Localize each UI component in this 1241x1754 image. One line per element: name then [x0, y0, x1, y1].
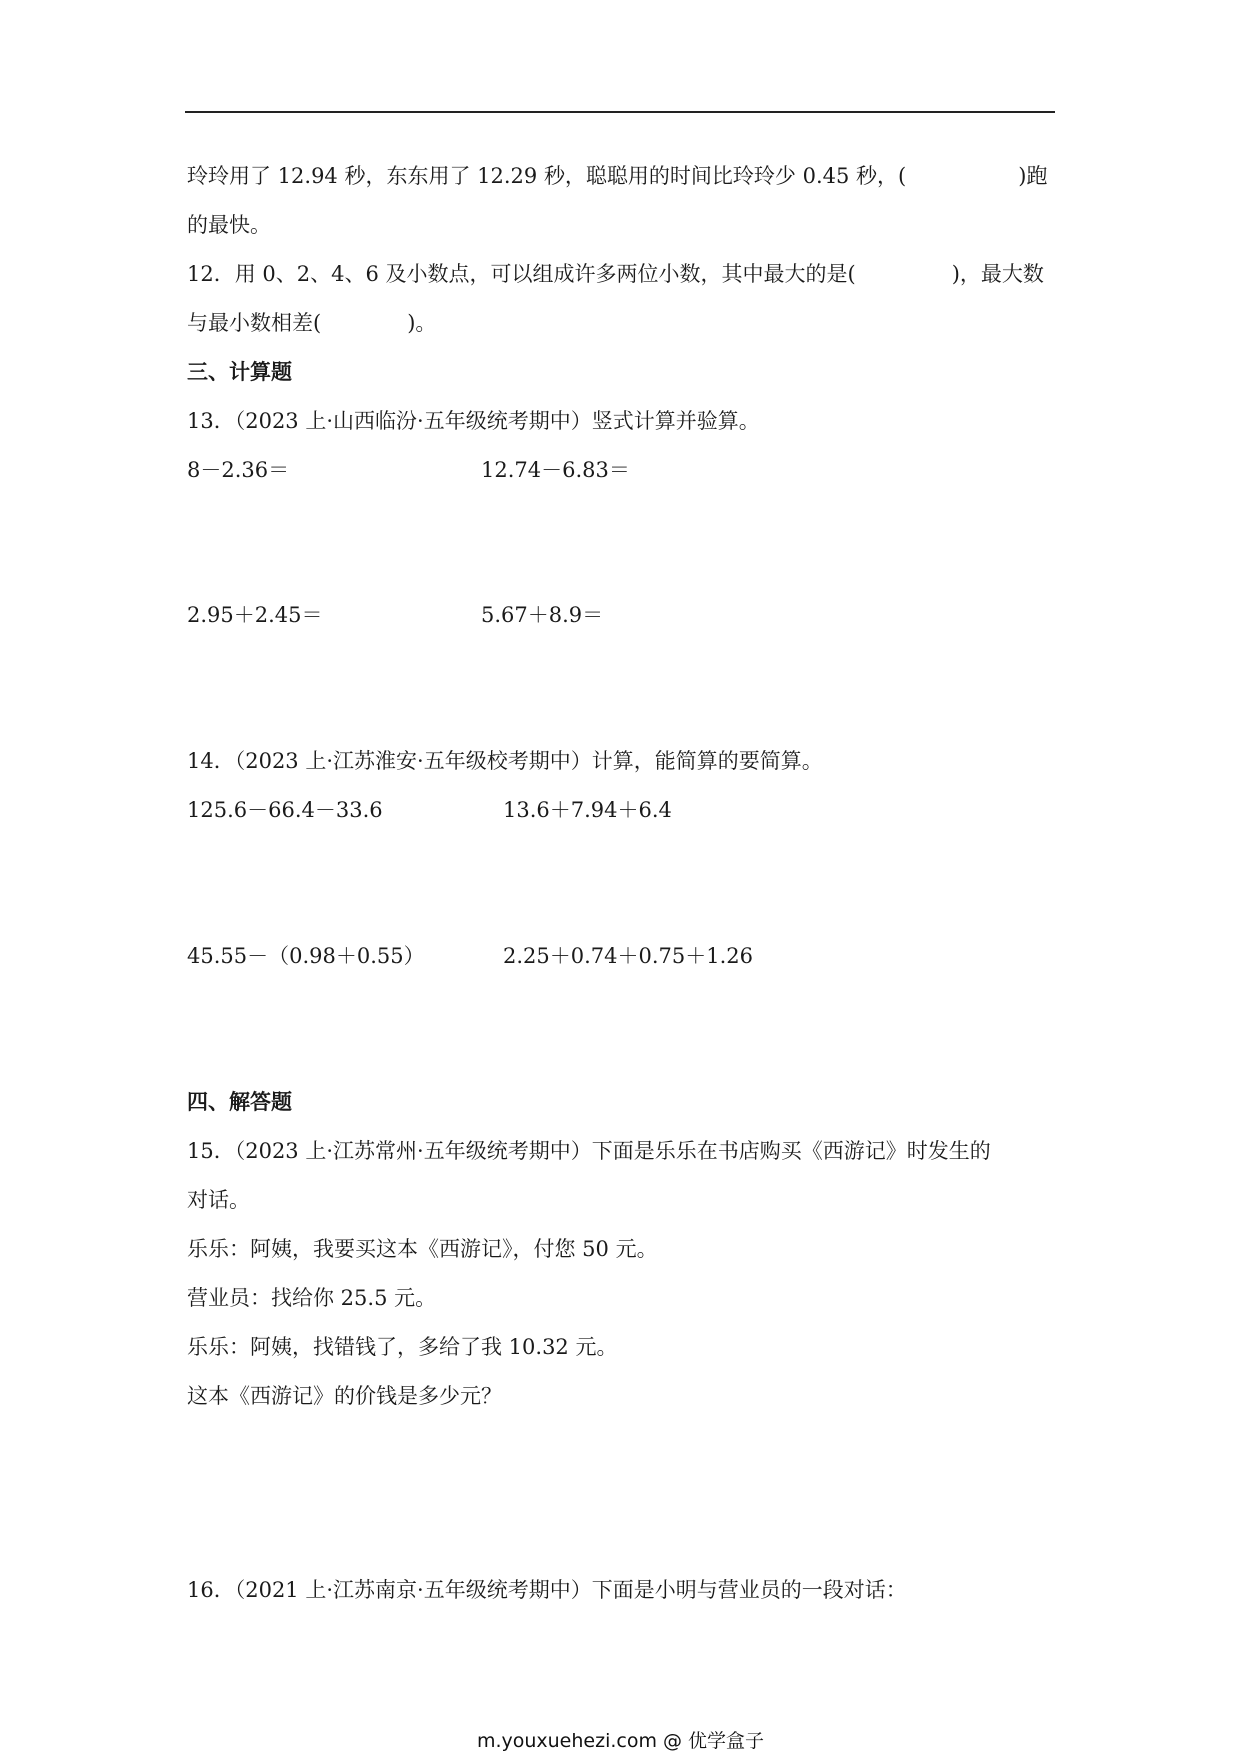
q15-dialog-2: 营业员：找给你 25.5 元。 — [187, 1286, 437, 1310]
q12-text-b: )，最大数 — [951, 262, 1044, 286]
q12-line-1 — [187, 260, 1044, 288]
q13-problem-2: 12.74－6.83＝ — [481, 458, 630, 482]
q14-problem-3: 45.55－（0.98＋0.55） — [187, 944, 425, 968]
q15-stem-line-2: 对话。 — [187, 1188, 250, 1212]
q12-line-2 — [187, 309, 436, 337]
footer-watermark: m.youxuehezi.com @ 优学盒子 — [476, 1730, 765, 1752]
q15-dialog-3: 乐乐：阿姨，找错钱了，多给了我 10.32 元。 — [187, 1335, 618, 1359]
q11-text-a: 玲玲用了 12.94 秒，东东用了 12.29 秒，聪聪用的时间比玲玲少 0.45 秒，( — [187, 164, 907, 188]
q14-problem-4: 2.25＋0.74＋0.75＋1.26 — [503, 944, 754, 968]
q15-question: 这本《西游记》的价钱是多少元？ — [187, 1384, 502, 1408]
q13-problem-4: 5.67＋8.9＝ — [481, 603, 604, 627]
q15-stem-line-1: 15．（2023 上·江苏常州·五年级统考期中）下面是乐乐在书店购买《西游记》时发生的 — [187, 1139, 991, 1163]
q14-problem-2: 13.6＋7.94＋6.4 — [503, 798, 672, 822]
q12-text-a: 12．用 0、2、4、6 及小数点，可以组成许多两位小数，其中最大的是( — [187, 262, 856, 286]
q11-line-2: 的最快。 — [187, 213, 271, 237]
section-3-title: 三、计算题 — [187, 360, 292, 384]
q13-stem: 13．（2023 上·山西临汾·五年级统考期中）竖式计算并验算。 — [187, 409, 760, 433]
header-rule — [185, 111, 1055, 113]
q13-problem-1: 8－2.36＝ — [187, 458, 290, 482]
q16-stem: 16．（2021 上·江苏南京·五年级统考期中）下面是小明与营业员的一段对话： — [187, 1578, 907, 1602]
q12-text-d: )。 — [407, 311, 437, 335]
q11-line-1 — [187, 162, 1047, 190]
q11-text-b: )跑 — [1018, 164, 1048, 188]
q13-problem-3: 2.95＋2.45＝ — [187, 603, 323, 627]
q14-stem: 14．（2023 上·江苏淮安·五年级校考期中）计算，能简算的要简算。 — [187, 749, 823, 773]
q15-dialog-1: 乐乐：阿姨，我要买这本《西游记》，付您 50 元。 — [187, 1237, 658, 1261]
q12-text-c: 与最小数相差( — [187, 311, 322, 335]
q14-problem-1: 125.6－66.4－33.6 — [187, 798, 383, 822]
section-4-title: 四、解答题 — [187, 1090, 292, 1114]
